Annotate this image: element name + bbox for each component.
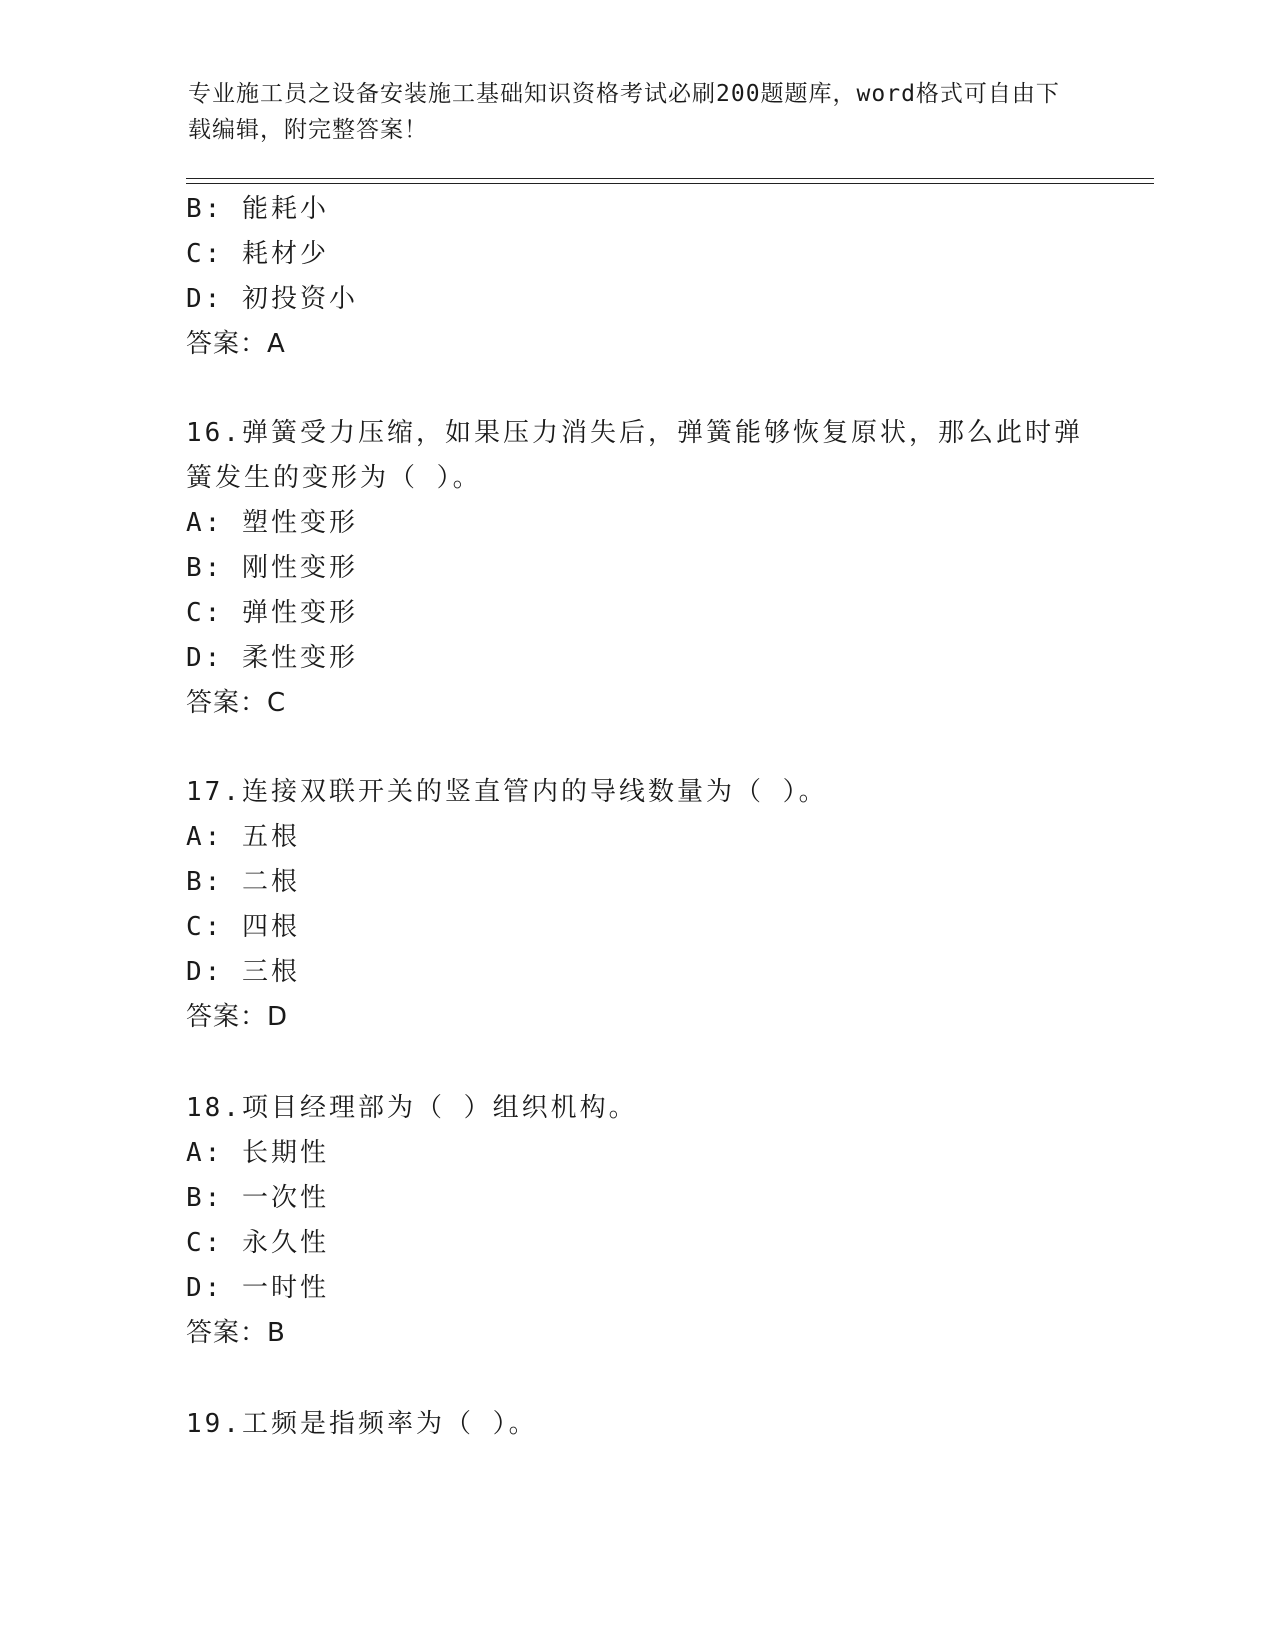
q18-option-c: C: 永久性 (186, 1228, 329, 1258)
q16-option-a: A: 塑性变形 (186, 508, 358, 538)
q18-answer: 答案：B (186, 1318, 286, 1348)
q16-option-d: D: 柔性变形 (186, 643, 358, 673)
header-divider-top (186, 178, 1154, 179)
document-header: 专业施工员之设备安装施工基础知识资格考试必刷200题题库，word格式可自由下载编辑，附完整答案！ (188, 81, 1060, 143)
header-divider-bottom (186, 183, 1154, 184)
q17-answer: 答案：D (186, 1002, 289, 1032)
q18-option-d: D: 一时性 (186, 1273, 329, 1303)
q18-stem: 18.项目经理部为（ ）组织机构。 (186, 1093, 638, 1123)
q16-stem-line2: 簧发生的变形为（ ）。 (186, 463, 482, 493)
q16-option-b: B: 刚性变形 (186, 553, 358, 583)
q18-option-b: B: 一次性 (186, 1183, 329, 1213)
q17-stem: 17.连接双联开关的竖直管内的导线数量为（ ）。 (186, 777, 828, 807)
q17-option-d: D: 三根 (186, 957, 300, 987)
q19-stem: 19.工频是指频率为（ ）。 (186, 1409, 538, 1439)
q16-answer: 答案：C (186, 688, 287, 718)
q17-option-b: B: 二根 (186, 867, 300, 897)
q16-option-c: C: 弹性变形 (186, 598, 358, 628)
q17-option-a: A: 五根 (186, 822, 300, 852)
q15-option-d: D: 初投资小 (186, 284, 358, 314)
q15-option-b: B: 能耗小 (186, 194, 329, 224)
q18-option-a: A: 长期性 (186, 1138, 329, 1168)
q15-answer: 答案：A (186, 329, 286, 359)
q15-option-c: C: 耗材少 (186, 239, 329, 269)
q17-option-c: C: 四根 (186, 912, 300, 942)
q16-stem-line1: 16.弹簧受力压缩，如果压力消失后，弹簧能够恢复原状，那么此时弹 (186, 418, 1083, 448)
